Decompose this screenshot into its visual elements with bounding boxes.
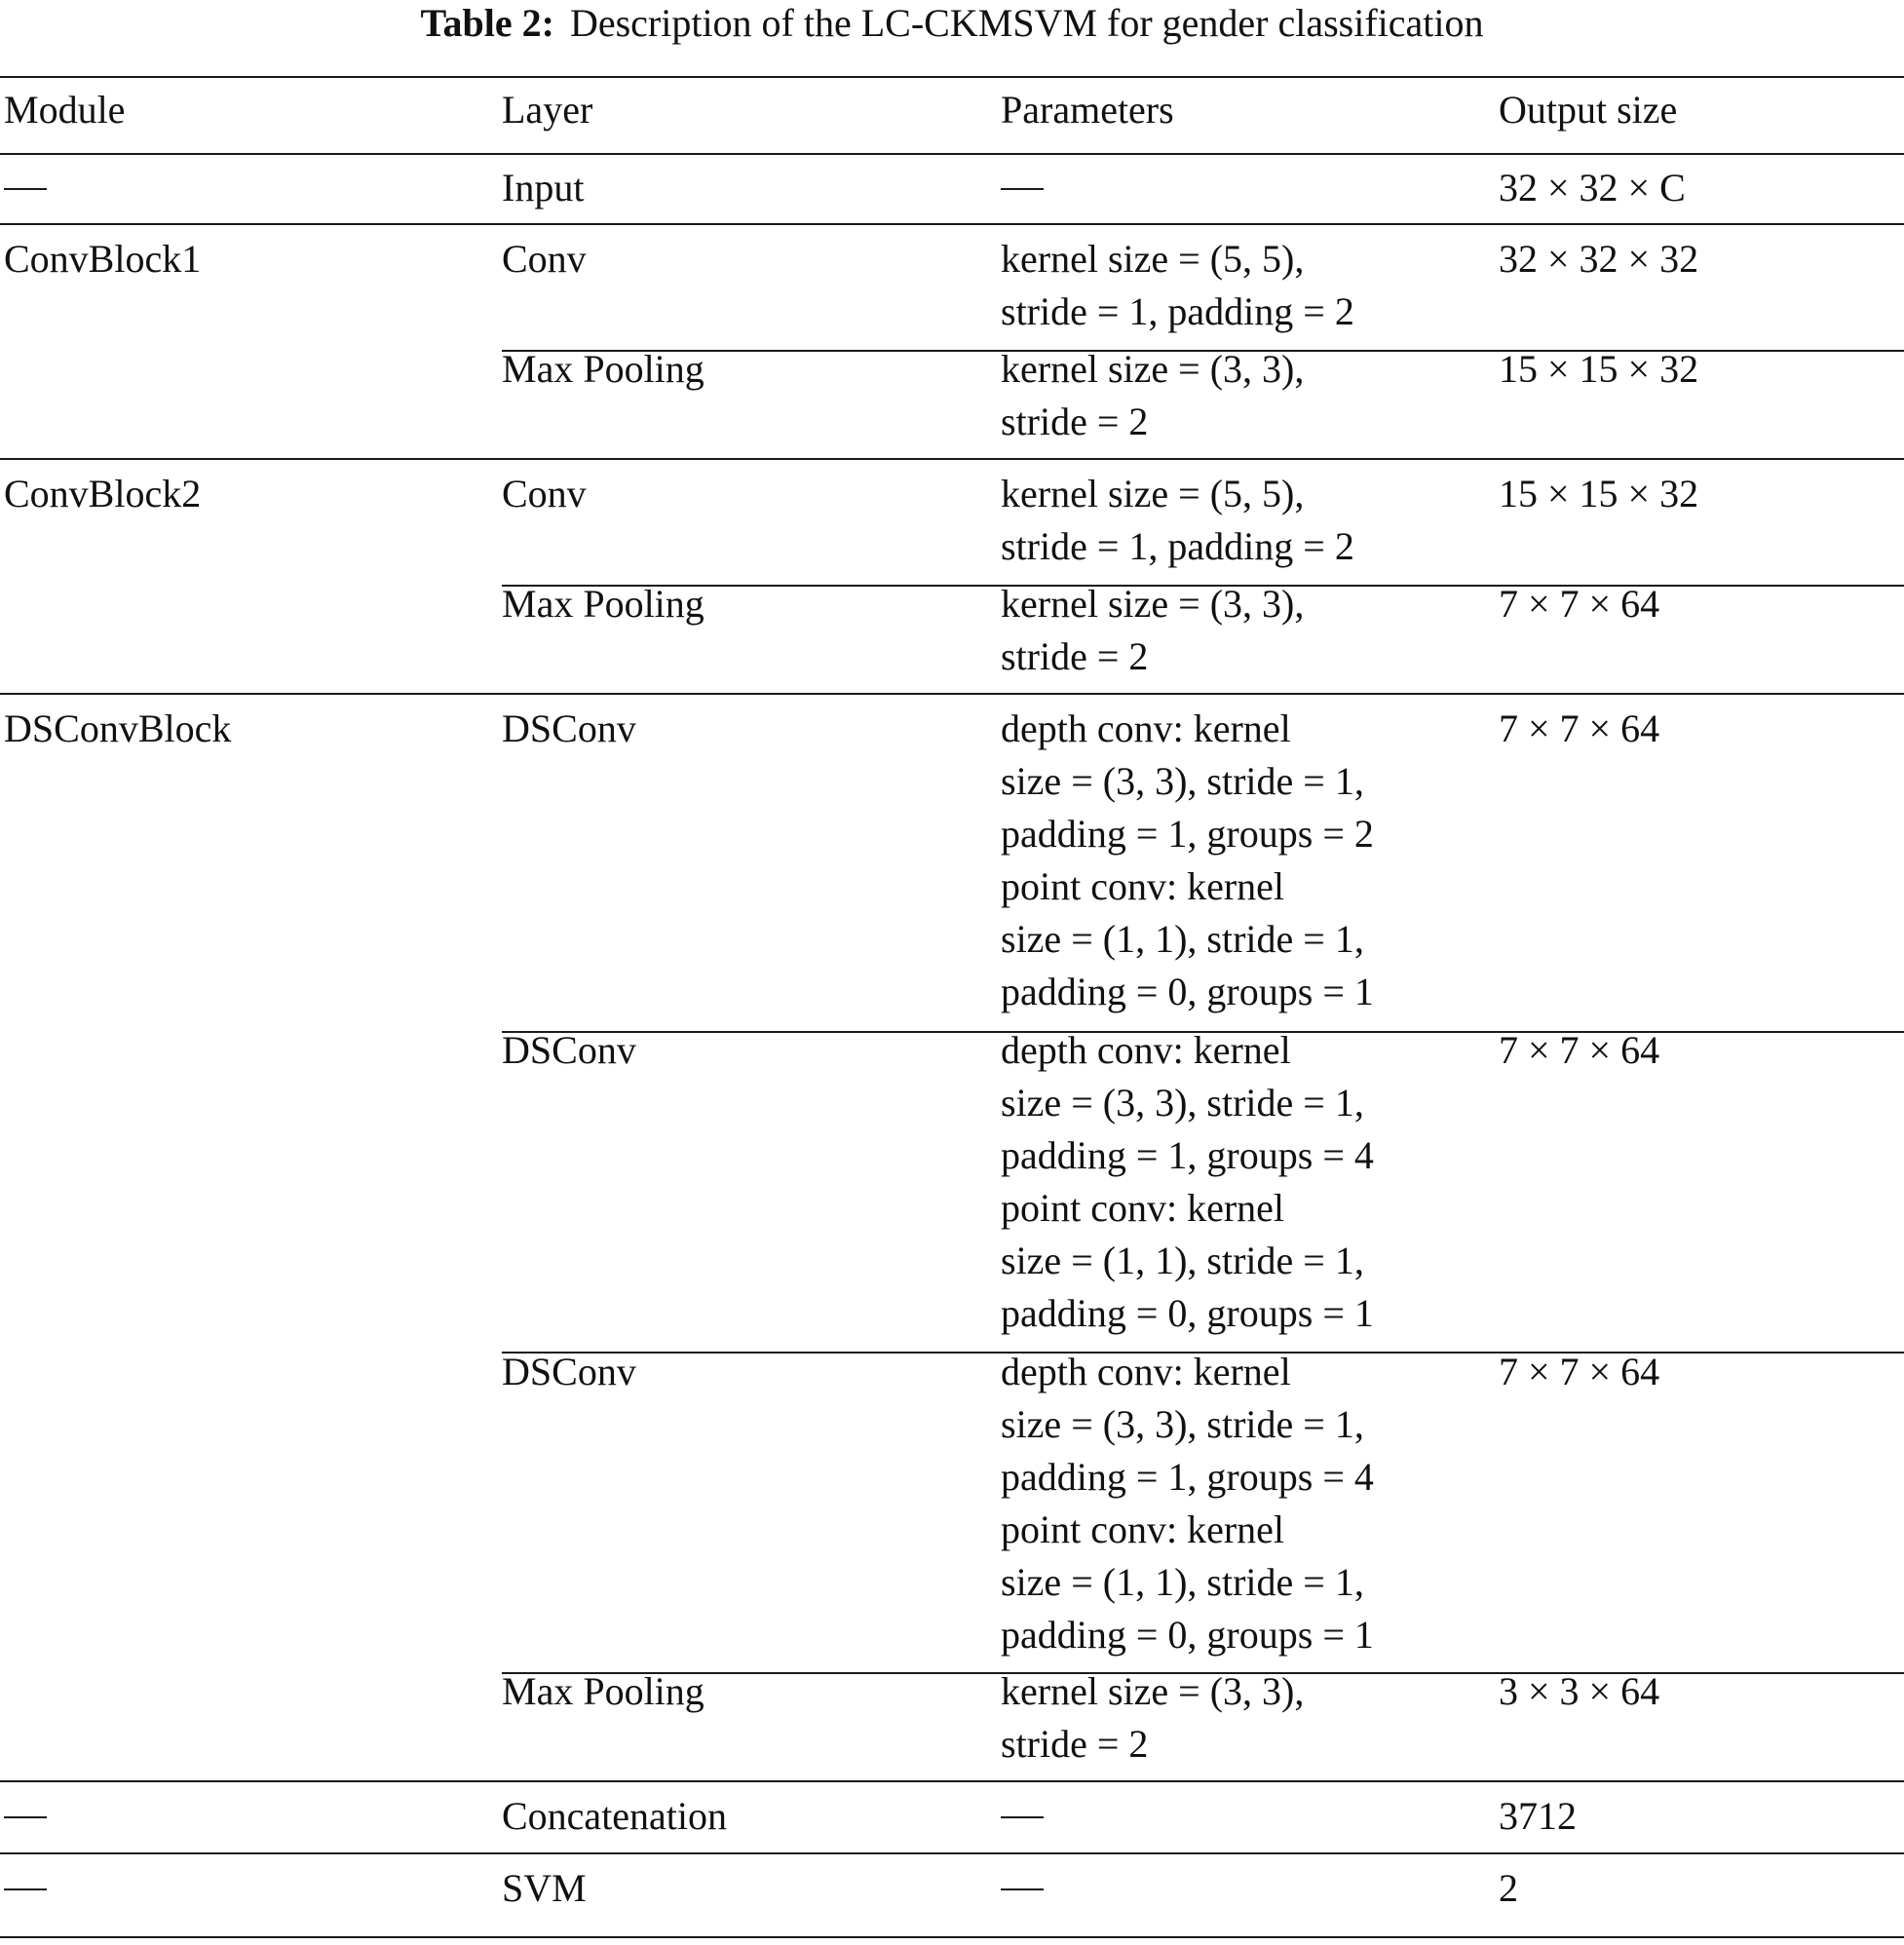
parameter-line: depth conv: kernel bbox=[1001, 1350, 1291, 1393]
output-size-cell: 7 × 7 × 64 bbox=[1499, 1350, 1660, 1393]
parameters-cell bbox=[1001, 468, 1354, 573]
layer-cell: Max Pooling bbox=[502, 1669, 704, 1713]
em-dash bbox=[4, 1816, 47, 1818]
parameters-cell bbox=[1001, 162, 1044, 214]
em-dash bbox=[1001, 1888, 1044, 1890]
module-cell: DSConvBlock bbox=[4, 706, 232, 750]
layer-cell: DSConv bbox=[502, 706, 636, 750]
parameter-line: size = (1, 1), stride = 1, bbox=[1001, 917, 1364, 961]
column-header: Module bbox=[4, 88, 126, 132]
parameter-line: stride = 1, padding = 2 bbox=[1001, 524, 1354, 568]
row-rule bbox=[0, 223, 1904, 225]
parameters-cell bbox=[1001, 578, 1304, 683]
parameter-line: depth conv: kernel bbox=[1001, 1028, 1291, 1072]
module-cell bbox=[4, 1790, 47, 1843]
parameter-line: padding = 0, groups = 1 bbox=[1001, 1613, 1374, 1657]
parameters-cell bbox=[1001, 343, 1304, 448]
em-dash bbox=[1001, 1816, 1044, 1818]
parameter-line: size = (1, 1), stride = 1, bbox=[1001, 1560, 1364, 1604]
parameter-line: depth conv: kernel bbox=[1001, 706, 1291, 750]
row-rule bbox=[0, 1852, 1904, 1854]
table-title: Description of the LC-CKMSVM for gender classification bbox=[569, 1, 1484, 45]
output-size-cell: 2 bbox=[1499, 1866, 1518, 1910]
parameter-line: padding = 0, groups = 1 bbox=[1001, 970, 1374, 1013]
module-cell bbox=[4, 1862, 47, 1915]
parameters-cell bbox=[1001, 1024, 1374, 1340]
output-size-cell: 3712 bbox=[1499, 1794, 1577, 1838]
parameter-line bbox=[1001, 1862, 1044, 1915]
layer-cell: Input bbox=[502, 166, 585, 210]
parameter-line bbox=[1001, 1790, 1044, 1843]
em-dash bbox=[1001, 188, 1044, 190]
row-rule bbox=[0, 1936, 1904, 1938]
parameter-line: stride = 1, padding = 2 bbox=[1001, 289, 1354, 333]
layer-cell: Conv bbox=[502, 237, 587, 281]
column-header: Layer bbox=[502, 88, 593, 132]
row-rule bbox=[0, 1780, 1904, 1782]
parameter-line: stride = 2 bbox=[1001, 1722, 1149, 1766]
parameters-cell bbox=[1001, 1790, 1044, 1843]
parameter-line: stride = 2 bbox=[1001, 400, 1149, 443]
parameter-line: point conv: kernel bbox=[1001, 1186, 1285, 1230]
parameter-line: size = (3, 3), stride = 1, bbox=[1001, 759, 1364, 803]
parameters-cell bbox=[1001, 233, 1354, 338]
output-size-cell: 15 × 15 × 32 bbox=[1499, 347, 1699, 391]
output-size-cell: 7 × 7 × 64 bbox=[1499, 1028, 1660, 1072]
module-cell: ConvBlock1 bbox=[4, 237, 202, 281]
parameters-cell bbox=[1001, 703, 1374, 1018]
layer-cell: Max Pooling bbox=[502, 582, 704, 626]
parameter-line: kernel size = (5, 5), bbox=[1001, 472, 1305, 515]
header-rule bbox=[0, 153, 1904, 155]
parameter-line: size = (1, 1), stride = 1, bbox=[1001, 1239, 1364, 1282]
row-rule bbox=[0, 458, 1904, 460]
output-size-cell: 32 × 32 × C bbox=[1499, 166, 1686, 210]
parameter-line: padding = 1, groups = 4 bbox=[1001, 1455, 1374, 1499]
parameter-line: size = (3, 3), stride = 1, bbox=[1001, 1402, 1364, 1446]
parameter-line: kernel size = (5, 5), bbox=[1001, 237, 1305, 281]
parameters-cell bbox=[1001, 1346, 1374, 1661]
column-header: Output size bbox=[1499, 88, 1678, 132]
parameter-line: stride = 2 bbox=[1001, 634, 1149, 678]
layer-cell: DSConv bbox=[502, 1350, 636, 1393]
output-size-cell: 32 × 32 × 32 bbox=[1499, 237, 1699, 281]
module-cell bbox=[4, 162, 47, 214]
em-dash bbox=[4, 188, 47, 190]
parameters-cell bbox=[1001, 1862, 1044, 1915]
parameter-line: size = (3, 3), stride = 1, bbox=[1001, 1081, 1364, 1125]
em-dash bbox=[4, 1888, 47, 1890]
parameter-line: padding = 1, groups = 4 bbox=[1001, 1133, 1374, 1177]
layer-cell: DSConv bbox=[502, 1028, 636, 1072]
parameter-line: padding = 0, groups = 1 bbox=[1001, 1291, 1374, 1335]
output-size-cell: 3 × 3 × 64 bbox=[1499, 1669, 1660, 1713]
parameter-line: kernel size = (3, 3), bbox=[1001, 347, 1305, 391]
layer-cell: Concatenation bbox=[502, 1794, 728, 1838]
top-rule bbox=[0, 76, 1904, 78]
output-size-cell: 15 × 15 × 32 bbox=[1499, 472, 1699, 515]
parameter-line: point conv: kernel bbox=[1001, 864, 1285, 908]
table-label: Table 2: bbox=[420, 1, 554, 45]
column-header: Parameters bbox=[1001, 88, 1174, 132]
output-size-cell: 7 × 7 × 64 bbox=[1499, 582, 1660, 626]
layer-cell: Max Pooling bbox=[502, 347, 704, 391]
layer-cell: Conv bbox=[502, 472, 587, 515]
output-size-cell: 7 × 7 × 64 bbox=[1499, 706, 1660, 750]
parameter-line: kernel size = (3, 3), bbox=[1001, 582, 1305, 626]
row-rule bbox=[0, 693, 1904, 695]
table-caption bbox=[0, 0, 1904, 49]
parameter-line: padding = 1, groups = 2 bbox=[1001, 812, 1374, 856]
parameters-cell bbox=[1001, 1665, 1304, 1771]
module-cell: ConvBlock2 bbox=[4, 472, 202, 515]
parameter-line: point conv: kernel bbox=[1001, 1507, 1285, 1551]
parameter-line: kernel size = (3, 3), bbox=[1001, 1669, 1305, 1713]
parameter-line bbox=[1001, 162, 1044, 214]
layer-cell: SVM bbox=[502, 1866, 587, 1910]
